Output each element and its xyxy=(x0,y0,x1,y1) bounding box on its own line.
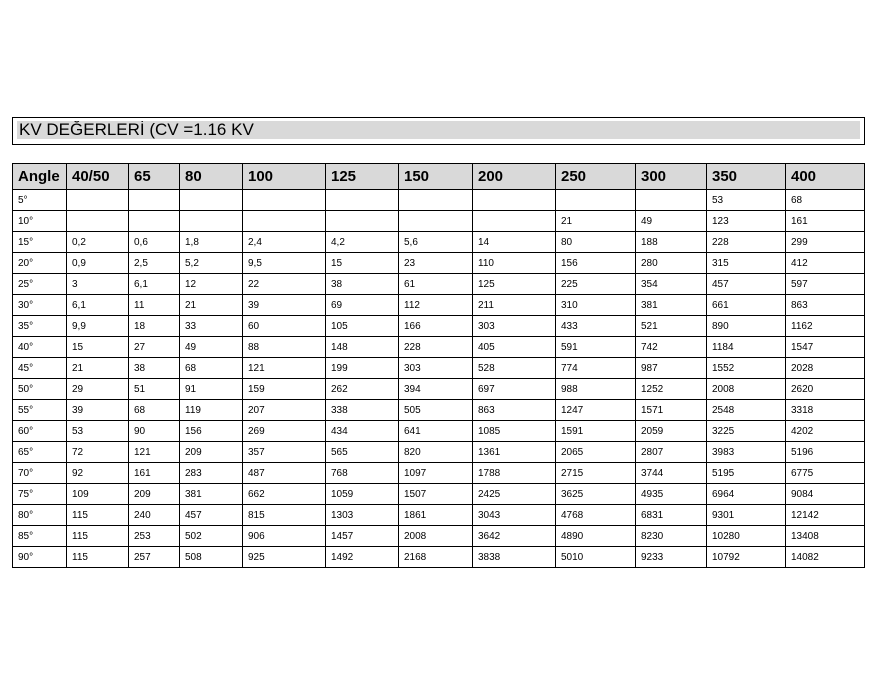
value-cell: 2065 xyxy=(556,442,636,463)
table-row xyxy=(13,463,865,484)
value-cell: 1492 xyxy=(326,547,399,568)
value-cell: 15 xyxy=(67,337,129,358)
angle-cell: 80° xyxy=(13,505,67,526)
value-cell: 115 xyxy=(67,505,129,526)
value-cell: 1303 xyxy=(326,505,399,526)
value-cell: 18 xyxy=(129,316,180,337)
angle-cell: 55° xyxy=(13,400,67,421)
value-cell: 863 xyxy=(786,295,865,316)
value-cell: 487 xyxy=(243,463,326,484)
table-row xyxy=(13,547,865,568)
value-cell: 405 xyxy=(473,337,556,358)
value-cell: 2168 xyxy=(399,547,473,568)
value-cell: 51 xyxy=(129,379,180,400)
value-cell: 10792 xyxy=(707,547,786,568)
angle-cell: 5° xyxy=(13,190,67,211)
value-cell: 381 xyxy=(636,295,707,316)
value-cell: 1085 xyxy=(473,421,556,442)
value-cell: 39 xyxy=(67,400,129,421)
value-cell: 3 xyxy=(67,274,129,295)
value-cell: 121 xyxy=(129,442,180,463)
value-cell: 280 xyxy=(636,253,707,274)
value-cell: 5,2 xyxy=(180,253,243,274)
value-cell xyxy=(556,190,636,211)
angle-cell: 30° xyxy=(13,295,67,316)
angle-cell: 60° xyxy=(13,421,67,442)
value-cell: 9233 xyxy=(636,547,707,568)
value-cell: 10280 xyxy=(707,526,786,547)
table-row xyxy=(13,232,865,253)
kv-values-table xyxy=(12,163,865,568)
value-cell: 815 xyxy=(243,505,326,526)
value-cell: 3744 xyxy=(636,463,707,484)
value-cell: 5195 xyxy=(707,463,786,484)
value-cell: 148 xyxy=(326,337,399,358)
value-cell: 3983 xyxy=(707,442,786,463)
value-cell: 12 xyxy=(180,274,243,295)
value-cell xyxy=(67,211,129,232)
value-cell: 1252 xyxy=(636,379,707,400)
value-cell: 23 xyxy=(399,253,473,274)
angle-cell: 75° xyxy=(13,484,67,505)
value-cell: 2008 xyxy=(399,526,473,547)
value-cell: 60 xyxy=(243,316,326,337)
value-cell: 159 xyxy=(243,379,326,400)
value-cell: 591 xyxy=(556,337,636,358)
column-header-value: 250 xyxy=(556,164,636,190)
value-cell: 412 xyxy=(786,253,865,274)
value-cell xyxy=(243,190,326,211)
value-cell: 49 xyxy=(636,211,707,232)
value-cell: 61 xyxy=(399,274,473,295)
value-cell: 33 xyxy=(180,316,243,337)
value-cell: 119 xyxy=(180,400,243,421)
value-cell: 1507 xyxy=(399,484,473,505)
value-cell: 166 xyxy=(399,316,473,337)
value-cell: 303 xyxy=(399,358,473,379)
value-cell: 188 xyxy=(636,232,707,253)
value-cell: 2548 xyxy=(707,400,786,421)
value-cell: 697 xyxy=(473,379,556,400)
value-cell: 269 xyxy=(243,421,326,442)
title-box xyxy=(12,117,865,145)
value-cell: 123 xyxy=(707,211,786,232)
value-cell: 565 xyxy=(326,442,399,463)
value-cell: 125 xyxy=(473,274,556,295)
value-cell: 262 xyxy=(326,379,399,400)
table-body xyxy=(13,190,865,568)
value-cell: 820 xyxy=(399,442,473,463)
value-cell: 3043 xyxy=(473,505,556,526)
value-cell: 434 xyxy=(326,421,399,442)
value-cell: 9,5 xyxy=(243,253,326,274)
value-cell: 457 xyxy=(707,274,786,295)
value-cell: 21 xyxy=(556,211,636,232)
value-cell: 29 xyxy=(67,379,129,400)
value-cell: 508 xyxy=(180,547,243,568)
value-cell: 69 xyxy=(326,295,399,316)
value-cell xyxy=(129,190,180,211)
value-cell: 209 xyxy=(129,484,180,505)
table-row xyxy=(13,253,865,274)
value-cell: 8230 xyxy=(636,526,707,547)
value-cell: 0,9 xyxy=(67,253,129,274)
value-cell: 5196 xyxy=(786,442,865,463)
value-cell: 768 xyxy=(326,463,399,484)
value-cell: 115 xyxy=(67,547,129,568)
value-cell: 661 xyxy=(707,295,786,316)
value-cell: 80 xyxy=(556,232,636,253)
value-cell xyxy=(180,211,243,232)
value-cell: 2008 xyxy=(707,379,786,400)
value-cell xyxy=(129,211,180,232)
value-cell: 283 xyxy=(180,463,243,484)
value-cell: 2807 xyxy=(636,442,707,463)
value-cell xyxy=(326,211,399,232)
value-cell: 5010 xyxy=(556,547,636,568)
header-row xyxy=(13,164,865,190)
value-cell: 199 xyxy=(326,358,399,379)
value-cell: 121 xyxy=(243,358,326,379)
angle-cell: 45° xyxy=(13,358,67,379)
table-row xyxy=(13,211,865,232)
value-cell xyxy=(243,211,326,232)
value-cell: 1591 xyxy=(556,421,636,442)
value-cell: 72 xyxy=(67,442,129,463)
value-cell: 505 xyxy=(399,400,473,421)
value-cell: 597 xyxy=(786,274,865,295)
value-cell: 6831 xyxy=(636,505,707,526)
value-cell: 1552 xyxy=(707,358,786,379)
value-cell: 253 xyxy=(129,526,180,547)
value-cell: 2,4 xyxy=(243,232,326,253)
value-cell: 394 xyxy=(399,379,473,400)
value-cell: 14082 xyxy=(786,547,865,568)
value-cell xyxy=(636,190,707,211)
value-cell: 9301 xyxy=(707,505,786,526)
column-header-value: 300 xyxy=(636,164,707,190)
value-cell: 1861 xyxy=(399,505,473,526)
table-row xyxy=(13,274,865,295)
value-cell: 4202 xyxy=(786,421,865,442)
value-cell: 21 xyxy=(180,295,243,316)
table-row xyxy=(13,484,865,505)
column-header-value: 400 xyxy=(786,164,865,190)
value-cell: 14 xyxy=(473,232,556,253)
value-cell: 110 xyxy=(473,253,556,274)
value-cell xyxy=(399,211,473,232)
value-cell: 2059 xyxy=(636,421,707,442)
value-cell: 3625 xyxy=(556,484,636,505)
value-cell: 863 xyxy=(473,400,556,421)
value-cell: 774 xyxy=(556,358,636,379)
value-cell: 2620 xyxy=(786,379,865,400)
value-cell: 39 xyxy=(243,295,326,316)
value-cell: 22 xyxy=(243,274,326,295)
value-cell xyxy=(326,190,399,211)
value-cell: 3642 xyxy=(473,526,556,547)
value-cell: 240 xyxy=(129,505,180,526)
value-cell: 207 xyxy=(243,400,326,421)
value-cell: 156 xyxy=(556,253,636,274)
value-cell: 303 xyxy=(473,316,556,337)
value-cell: 987 xyxy=(636,358,707,379)
table-row xyxy=(13,316,865,337)
value-cell: 4935 xyxy=(636,484,707,505)
value-cell: 209 xyxy=(180,442,243,463)
value-cell: 21 xyxy=(67,358,129,379)
value-cell: 105 xyxy=(326,316,399,337)
value-cell: 381 xyxy=(180,484,243,505)
table-row xyxy=(13,358,865,379)
value-cell: 521 xyxy=(636,316,707,337)
value-cell: 112 xyxy=(399,295,473,316)
value-cell: 228 xyxy=(399,337,473,358)
column-header-value: 40/50 xyxy=(67,164,129,190)
value-cell: 13408 xyxy=(786,526,865,547)
value-cell: 1788 xyxy=(473,463,556,484)
value-cell: 6775 xyxy=(786,463,865,484)
value-cell: 641 xyxy=(399,421,473,442)
value-cell: 5,6 xyxy=(399,232,473,253)
value-cell: 354 xyxy=(636,274,707,295)
value-cell: 12142 xyxy=(786,505,865,526)
value-cell: 315 xyxy=(707,253,786,274)
value-cell: 2,5 xyxy=(129,253,180,274)
value-cell: 6964 xyxy=(707,484,786,505)
angle-cell: 35° xyxy=(13,316,67,337)
value-cell: 90 xyxy=(129,421,180,442)
value-cell: 4890 xyxy=(556,526,636,547)
value-cell: 502 xyxy=(180,526,243,547)
value-cell xyxy=(180,190,243,211)
column-header-value: 100 xyxy=(243,164,326,190)
value-cell: 3318 xyxy=(786,400,865,421)
value-cell: 6,1 xyxy=(129,274,180,295)
angle-cell: 40° xyxy=(13,337,67,358)
table-row xyxy=(13,190,865,211)
angle-cell: 10° xyxy=(13,211,67,232)
value-cell: 310 xyxy=(556,295,636,316)
value-cell: 38 xyxy=(326,274,399,295)
value-cell: 1162 xyxy=(786,316,865,337)
value-cell: 433 xyxy=(556,316,636,337)
value-cell: 742 xyxy=(636,337,707,358)
value-cell: 91 xyxy=(180,379,243,400)
value-cell: 1457 xyxy=(326,526,399,547)
value-cell: 528 xyxy=(473,358,556,379)
angle-cell: 20° xyxy=(13,253,67,274)
value-cell: 1247 xyxy=(556,400,636,421)
angle-cell: 70° xyxy=(13,463,67,484)
value-cell: 662 xyxy=(243,484,326,505)
value-cell: 1059 xyxy=(326,484,399,505)
value-cell xyxy=(67,190,129,211)
value-cell: 68 xyxy=(180,358,243,379)
value-cell xyxy=(473,190,556,211)
value-cell: 115 xyxy=(67,526,129,547)
value-cell: 53 xyxy=(707,190,786,211)
angle-cell: 25° xyxy=(13,274,67,295)
value-cell: 2028 xyxy=(786,358,865,379)
value-cell: 988 xyxy=(556,379,636,400)
table-row xyxy=(13,400,865,421)
column-header-value: 350 xyxy=(707,164,786,190)
value-cell: 211 xyxy=(473,295,556,316)
value-cell xyxy=(399,190,473,211)
value-cell: 2425 xyxy=(473,484,556,505)
value-cell: 1184 xyxy=(707,337,786,358)
value-cell: 49 xyxy=(180,337,243,358)
column-header-angle: Angle xyxy=(13,164,67,190)
value-cell: 68 xyxy=(129,400,180,421)
value-cell: 1,8 xyxy=(180,232,243,253)
value-cell: 11 xyxy=(129,295,180,316)
value-cell: 338 xyxy=(326,400,399,421)
value-cell: 299 xyxy=(786,232,865,253)
value-cell: 1571 xyxy=(636,400,707,421)
angle-cell: 15° xyxy=(13,232,67,253)
column-header-value: 200 xyxy=(473,164,556,190)
value-cell: 92 xyxy=(67,463,129,484)
column-header-value: 150 xyxy=(399,164,473,190)
value-cell: 925 xyxy=(243,547,326,568)
table-row xyxy=(13,421,865,442)
value-cell: 9,9 xyxy=(67,316,129,337)
value-cell: 53 xyxy=(67,421,129,442)
value-cell: 357 xyxy=(243,442,326,463)
value-cell xyxy=(473,211,556,232)
table-row xyxy=(13,379,865,400)
value-cell: 6,1 xyxy=(67,295,129,316)
value-cell: 1361 xyxy=(473,442,556,463)
value-cell: 0,6 xyxy=(129,232,180,253)
column-header-value: 125 xyxy=(326,164,399,190)
angle-cell: 85° xyxy=(13,526,67,547)
value-cell: 0,2 xyxy=(67,232,129,253)
angle-cell: 65° xyxy=(13,442,67,463)
value-cell: 68 xyxy=(786,190,865,211)
table-row xyxy=(13,442,865,463)
value-cell: 15 xyxy=(326,253,399,274)
value-cell: 1547 xyxy=(786,337,865,358)
value-cell: 156 xyxy=(180,421,243,442)
table-row xyxy=(13,505,865,526)
value-cell: 88 xyxy=(243,337,326,358)
value-cell: 27 xyxy=(129,337,180,358)
table-row xyxy=(13,295,865,316)
value-cell: 228 xyxy=(707,232,786,253)
column-header-value: 80 xyxy=(180,164,243,190)
table-row xyxy=(13,337,865,358)
value-cell: 890 xyxy=(707,316,786,337)
value-cell: 906 xyxy=(243,526,326,547)
value-cell: 3838 xyxy=(473,547,556,568)
value-cell: 257 xyxy=(129,547,180,568)
value-cell: 225 xyxy=(556,274,636,295)
value-cell: 9084 xyxy=(786,484,865,505)
column-header-value: 65 xyxy=(129,164,180,190)
angle-cell: 50° xyxy=(13,379,67,400)
angle-cell: 90° xyxy=(13,547,67,568)
value-cell: 161 xyxy=(129,463,180,484)
value-cell: 38 xyxy=(129,358,180,379)
value-cell: 4768 xyxy=(556,505,636,526)
value-cell: 2715 xyxy=(556,463,636,484)
value-cell: 457 xyxy=(180,505,243,526)
value-cell: 4,2 xyxy=(326,232,399,253)
table-row xyxy=(13,526,865,547)
value-cell: 161 xyxy=(786,211,865,232)
value-cell: 3225 xyxy=(707,421,786,442)
table-title: KV DEĞERLERİ (CV =1.16 KV xyxy=(17,121,860,139)
value-cell: 1097 xyxy=(399,463,473,484)
value-cell: 109 xyxy=(67,484,129,505)
